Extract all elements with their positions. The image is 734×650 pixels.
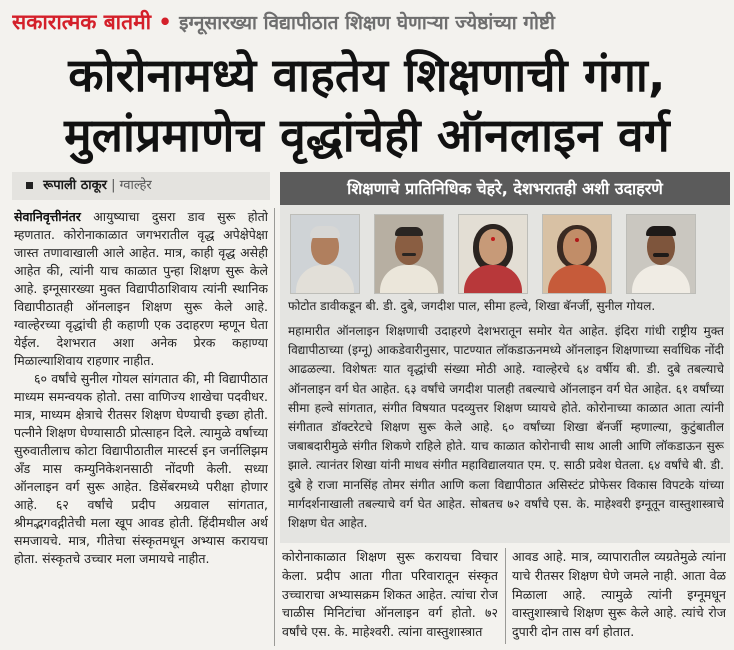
kicker-label: सकारात्मक बातमी xyxy=(12,10,152,34)
portrait-mustache xyxy=(402,253,416,256)
portrait-saree xyxy=(464,265,522,294)
portrait-hair xyxy=(395,227,423,236)
portrait-bindi xyxy=(575,238,579,242)
column-divider xyxy=(274,208,275,646)
article-column-2: कोरोनाकाळात शिक्षण सुरू करायचा विचार केला. प्रदीप आता गीता परिवारातून संस्कृत उच्चाराचा अभ्यासक्रम शिकत आहेत. त्यांचा रोज चाळीस मिनिटांचा ऑनलाइन वर्ग होतो. ७२ वर्षांचे एस. के. माहेश्वरी. त्यांना वास्तुशास्त्रात xyxy=(282,549,498,639)
portrait-shirt xyxy=(296,265,354,294)
sidebar-banner: शिक्षणाचे प्रातिनिधिक चेहरे, देशभरातही अशी उदाहरणे xyxy=(280,172,730,205)
portrait-shirt xyxy=(380,265,438,294)
portrait-shirt xyxy=(632,265,690,294)
portrait-saree xyxy=(548,265,606,294)
kicker-bullet: • xyxy=(158,10,172,34)
portrait-face xyxy=(479,229,507,265)
portrait-face xyxy=(563,229,591,265)
portrait-photo xyxy=(374,214,444,294)
article-paragraph xyxy=(14,208,268,370)
portrait-photo xyxy=(542,214,612,294)
lead-word: सेवानिवृत्तीनंतर xyxy=(14,209,81,224)
portrait-bindi xyxy=(491,237,495,241)
article-column-3: आवड आहे. मात्र, व्यापारातील व्यग्रतेमुळे त्यांना याचे रीतसर शिक्षण घेणे जमले नाही. आता वेळ मिळाला आहे. त्यामुळे त्यांनी इग्नूमधून वास्तुशास्त्राचे शिक्षण सुरू केले आहे. त्यांचे रोज दुपारी दोन तास वर्ग होतात. xyxy=(512,549,726,639)
kicker-text: इग्नूसारख्या विद्यापीठात शिक्षण घेणाऱ्या ज्येष्ठांच्या गोष्टी xyxy=(179,12,555,34)
portrait-photo xyxy=(458,214,528,294)
kicker-strip xyxy=(12,6,724,38)
byline-author: रूपाली ठाकूर xyxy=(43,178,107,193)
headline-line-2: मुलांप्रमाणेच वृद्धांचेही ऑनलाइन वर्ग xyxy=(64,108,670,162)
article-paragraph: ६० वर्षांचे सुनील गोयल सांगतात की, मी विद्यापीठात माध्यम समन्वयक होतो. तसा वाणिज्य शाखेचा पदवीधर. मात्र, माध्यम क्षेत्राचे रीतसर शिक्षण घेण्याची इच्छा होती. पत्नीने शिक्षण घेण्यासाठी प्रोत्साहन दिले. त्यामुळे वर्षाच्या सुरुवातीलाच कोटा विद्यापीठातील मास्टर्स इन जर्नालिझम अँड मास कम्युनिकेशनसाठी नोंदणी केली. सध्या ऑनलाइन वर्ग सुरू आहेत. डिसेंबरमध्ये परीक्षा होणार आहे. ६२ वर्षांचे प्रदीप अग्रवाल सांगतात, श्रीमद्भगवद्गीतेची मला खूप आवड होती. हिंदीमधील अर्थ समजायचे. मात्र, गीतेचा संस्कृतमधून अभ्यास करायचा होता. संस्कृतचे उच्चार मला जमायचे नाहीत. xyxy=(14,371,268,566)
portrait-hair xyxy=(310,226,340,238)
headline-line-1: कोरोनामध्ये वाहतेय शिक्षणाची गंगा, xyxy=(68,48,666,102)
photo-caption: फोटोत डावीकडून बी. डी. दुबे, जगदीश पाल, सीमा हल्वे, शिखा बॅनर्जी, सुनील गोयल. xyxy=(288,299,656,313)
portrait-photo xyxy=(626,214,696,294)
paragraph-text: आयुष्याचा दुसरा डाव सुरू होतो म्हणतात. कोरोनाकाळात जगभरातील वृद्ध अपेक्षेपेक्षा जास्त तणावाखाली आले आहेत. मात्र, काही वृद्ध असेही आहेत की, त्यांनी याच काळात पुन्हा शिक्षण सुरू केले आहे. इग्नूसारख्या मुक्त विद्यापीठाशिवाय त्यांनी स्थानिक विद्यापीठातही ऑनलाइन शिक्षण सुरू केले आहे. ग्वाल्हेरच्या वृद्धांची ही कहाणी एक उदाहरण म्हणून घेता येईल. देशभरात अशा अनेक प्रेरक कहाण्या मिळाल्याशिवाय राहणार नाहीत. xyxy=(14,209,268,368)
byline-place: ग्वाल्हेर xyxy=(119,178,152,193)
portrait-photo xyxy=(290,214,360,294)
column-divider xyxy=(505,548,506,644)
portrait-mustache xyxy=(653,253,669,257)
portrait-hair xyxy=(646,226,676,236)
byline-square-icon xyxy=(26,182,33,189)
byline-separator: | xyxy=(111,178,116,193)
byline xyxy=(12,172,270,200)
sidebar-body xyxy=(288,322,724,538)
article-column-1 xyxy=(14,208,268,644)
sidebar-paragraph: महामारीत ऑनलाइन शिक्षणाची उदाहरणे देशभरातून समोर येत आहेत. इंदिरा गांधी राष्ट्रीय मुक्त विद्यापीठाच्या (इग्नू) आकडेवारीनुसार, पाटण्यात लॉकडाऊनमध्ये ऑनलाइन शिक्षणाच्या सर्वाधिक नोंदी आढळल्या. विशेषतः यात वृद्धांची संख्या मोठी आहे. ग्वाल्हेरचे ६४ वर्षीय बी. डी. दुबे तबल्याचे ऑनलाइन वर्ग घेत आहेत. ६३ वर्षांचे जगदीश पालही तबल्याचे ऑनलाइन वर्ग घेत आहेत. ६१ वर्षांच्या सीमा हल्वे सांगतात, संगीत विषयात पदव्युत्तर शिक्षण घ्यायचे होते. कोरोनाच्या काळात आता त्यांनी संगीतात डॉक्टरेटचे शिक्षण सुरू केले आहे. ६० वर्षांच्या शिखा बॅनर्जी म्हणाल्या, कुटुंबातील जबाबदारीमुळे संगीत शिकणे राहिले होते. याच काळात कोरोनाची साथ आली आणि लॉकडाऊन सुरू झाले. त्यानंतर शिखा यांनी माधव संगीत महाविद्यालयात एम. ए. साठी प्रवेश घेतला. ६४ वर्षांचे बी. डी. दुबे हे राजा मानसिंह तोमर संगीत आणि कला विद्यापीठात असिस्टंट प्रोफेसर विकास विपटके यांच्या मार्गदर्शनाखाली तबल्याचे वर्ग घेत आहेत. सोबतच ७२ वर्षांचे एस. के. माहेश्वरी इग्नूतून वास्तुशास्त्राचे शिक्षण घेत आहेत. xyxy=(288,324,724,530)
